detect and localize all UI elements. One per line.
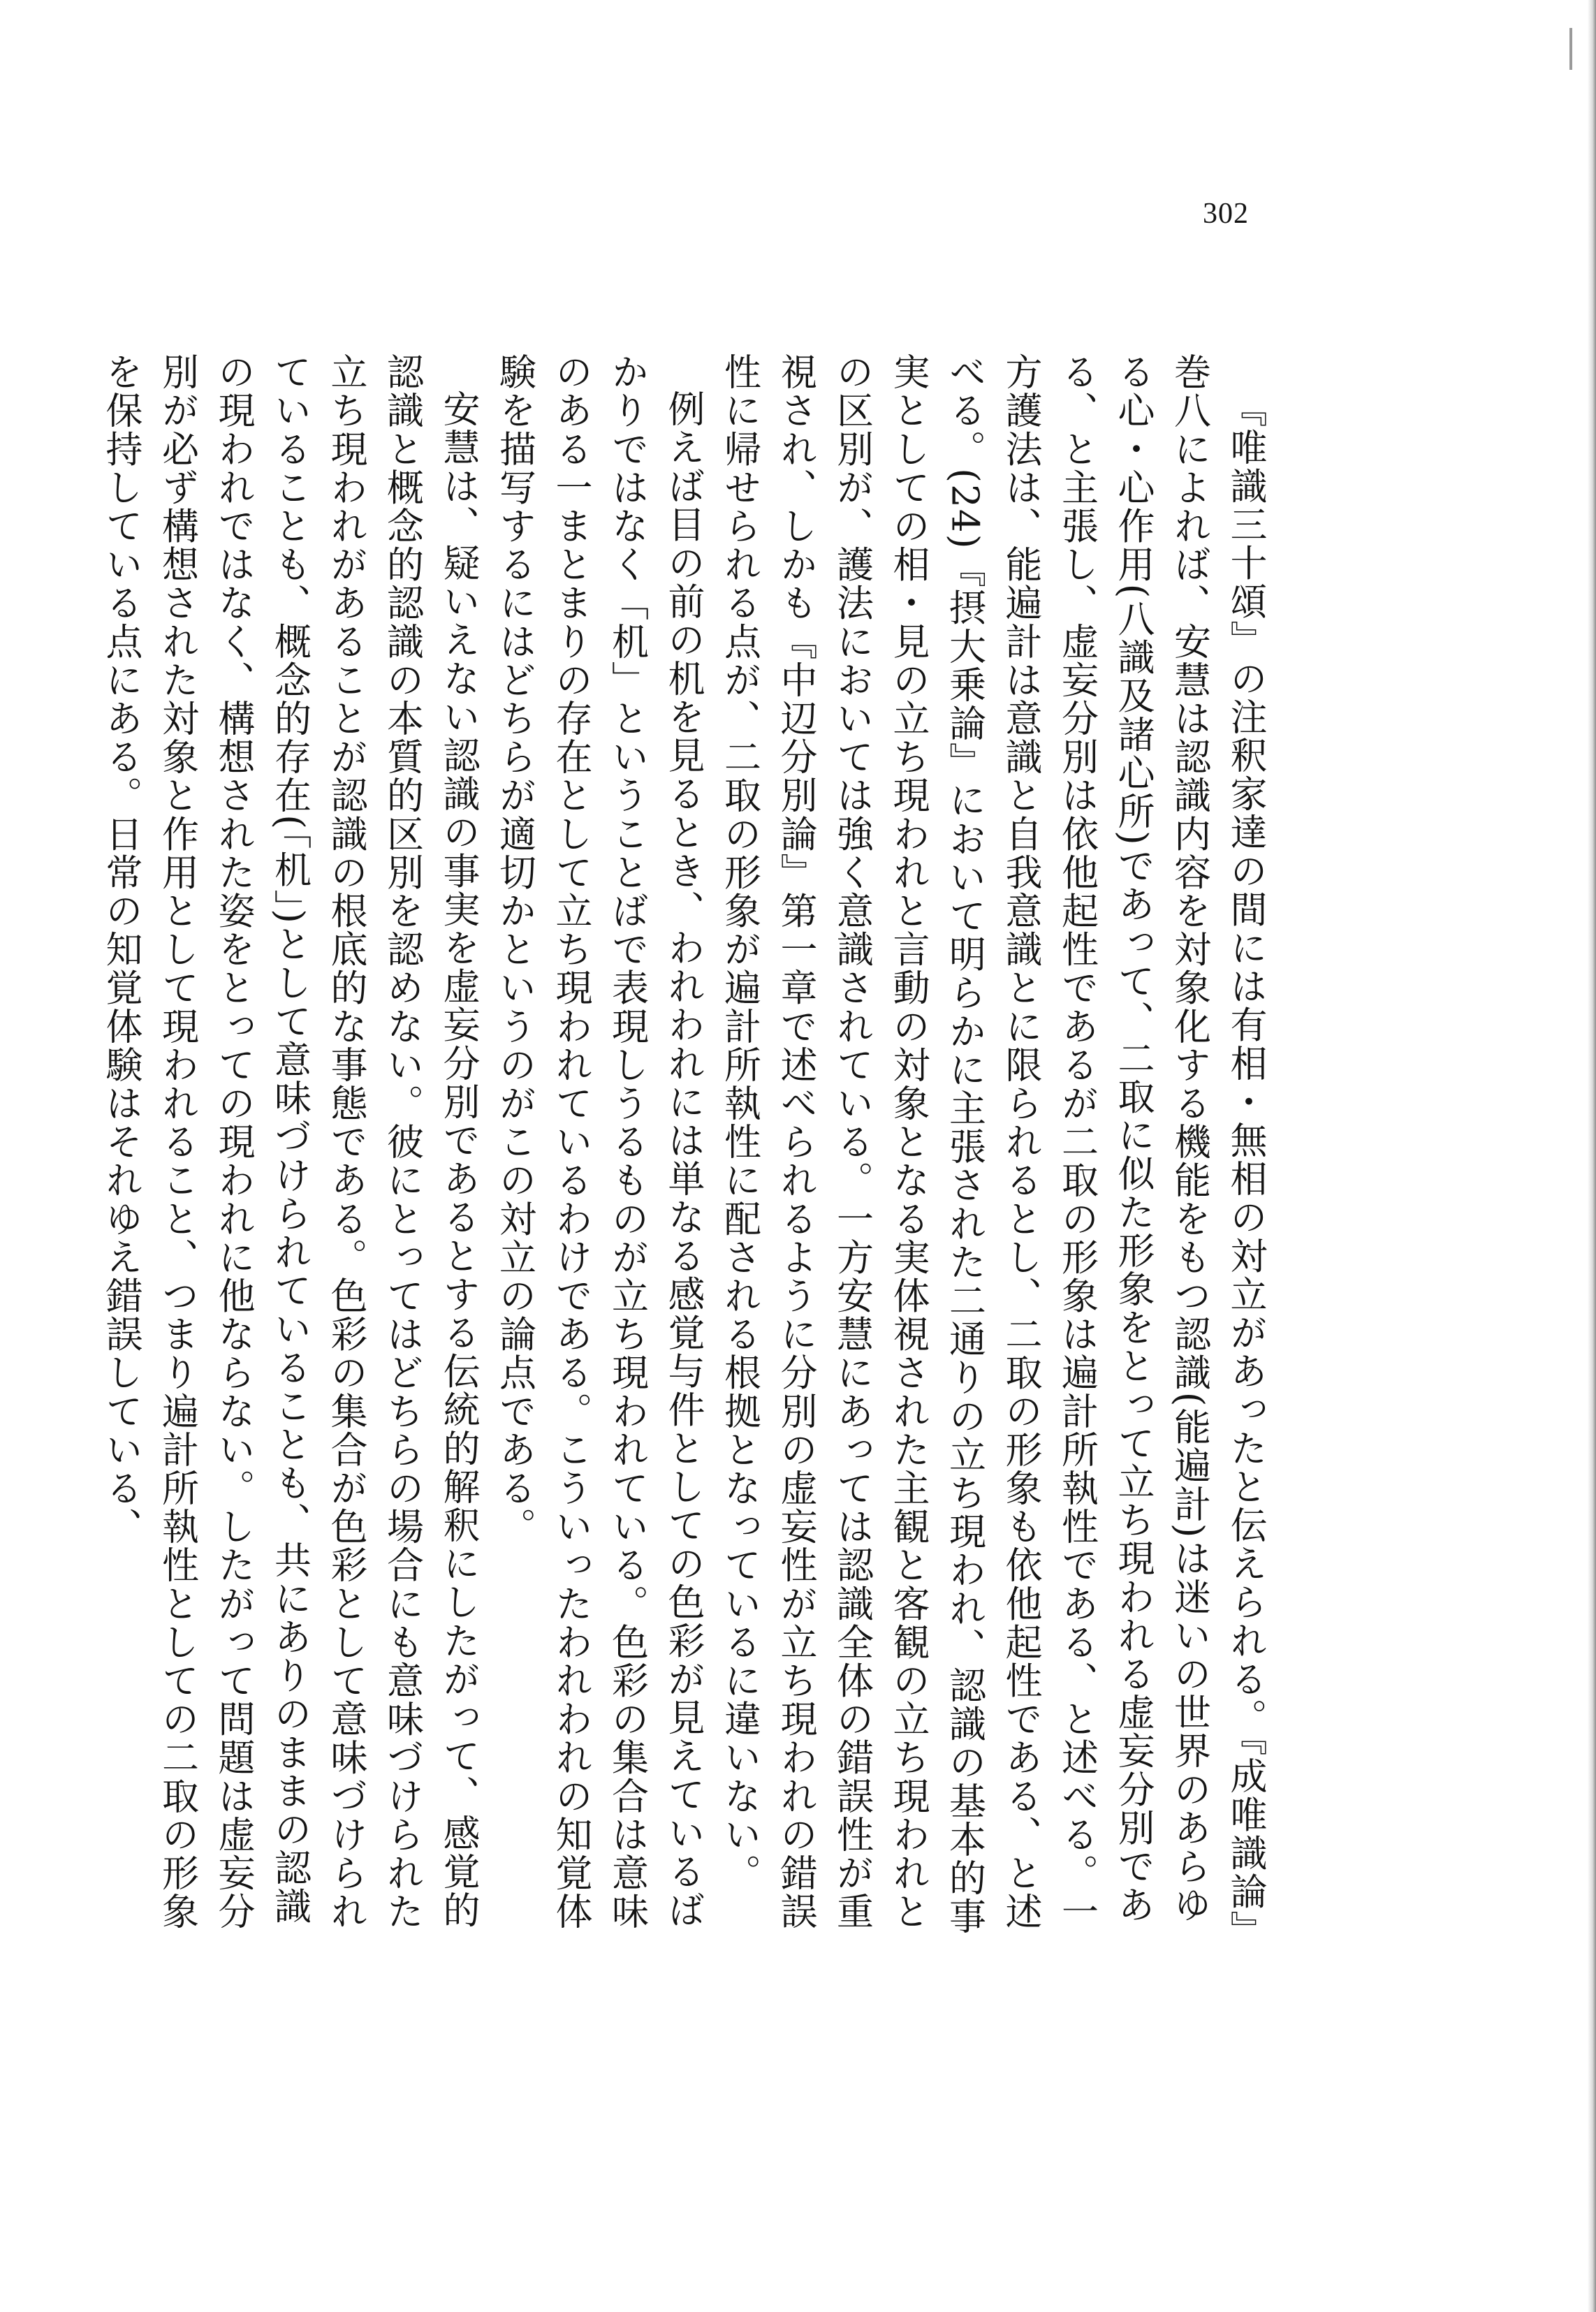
paragraph-2: 例えば目の前の机を見るとき、われわれには単なる感覚与件としての色彩が見えているばかりではなく「机」ということばで表現しうるものが立ち現われている。色彩の集合は意味のある一まとまりの存在として立ち現われているわけである。こういったわれわれの知覚体験を描写するにはどちらが適切かというのがこの対立の論点である。 <box>493 353 705 1931</box>
body-text <box>58 353 1273 1938</box>
page-edge-shadow <box>1588 0 1596 2312</box>
paragraph-1: 『唯識三十頌』の注釈家達の間には有相・無相の対立があったと伝えられる。『成唯識論』巻八によれば、安慧は認識内容を対象化する機能をもつ認識(能遍計)は迷いの世界のあらゆる心・心作用(八識及諸心所)であって、二取に似た形象をとって立ち現われる虚妄分別である、と主張し、虚妄分別は依他起性であるが二取の形象は遍計所執性である、と述べる。一方護法は、能遍計は意識と自我意識とに限られるとし、二取の形象も依他起性である、と述べる。(24)『摂大乗論』において明らかに主張された二通りの立ち現われ、認識の基本的事実としての相・見の立ち現われと言動の対象となる実体視された主観と客観の立ち現われとの区別が、護法においては強く意識されている。一方安慧にあっては認識全体の錯誤性が重視され、しかも『中辺分別論』第一章で述べられるように分別の虚妄性が立ち現われの錯誤性に帰せられる点が、二取の形象が遍計所執性に配される根拠となっているに違いない。 <box>718 353 1267 1936</box>
page-edge-mark <box>1569 28 1572 70</box>
paragraph-3: 安慧は、疑いえない認識の事実を虚妄分別であるとする伝統的解釈にしたがって、感覚的認識と概念的認識の本質的区別を認めない。彼にとってはどちらの場合にも意味づけられた立ち現われがあることが認識の根底的な事態である。色彩の集合が色彩として意味づけられていることも、概念的存在(「机」)として意味づけられていることも、共にありのままの認識の現われではなく、構想された姿をとっての現われに他ならない。したがって問題は虚妄分別が必ず構想された対象と作用として現われること、つまり遍計所執性としての二取の形象を保持している点にある。日常の知覚体験はそれゆえ錯誤している、 <box>100 353 480 1931</box>
page-number: 302 <box>1203 198 1249 230</box>
